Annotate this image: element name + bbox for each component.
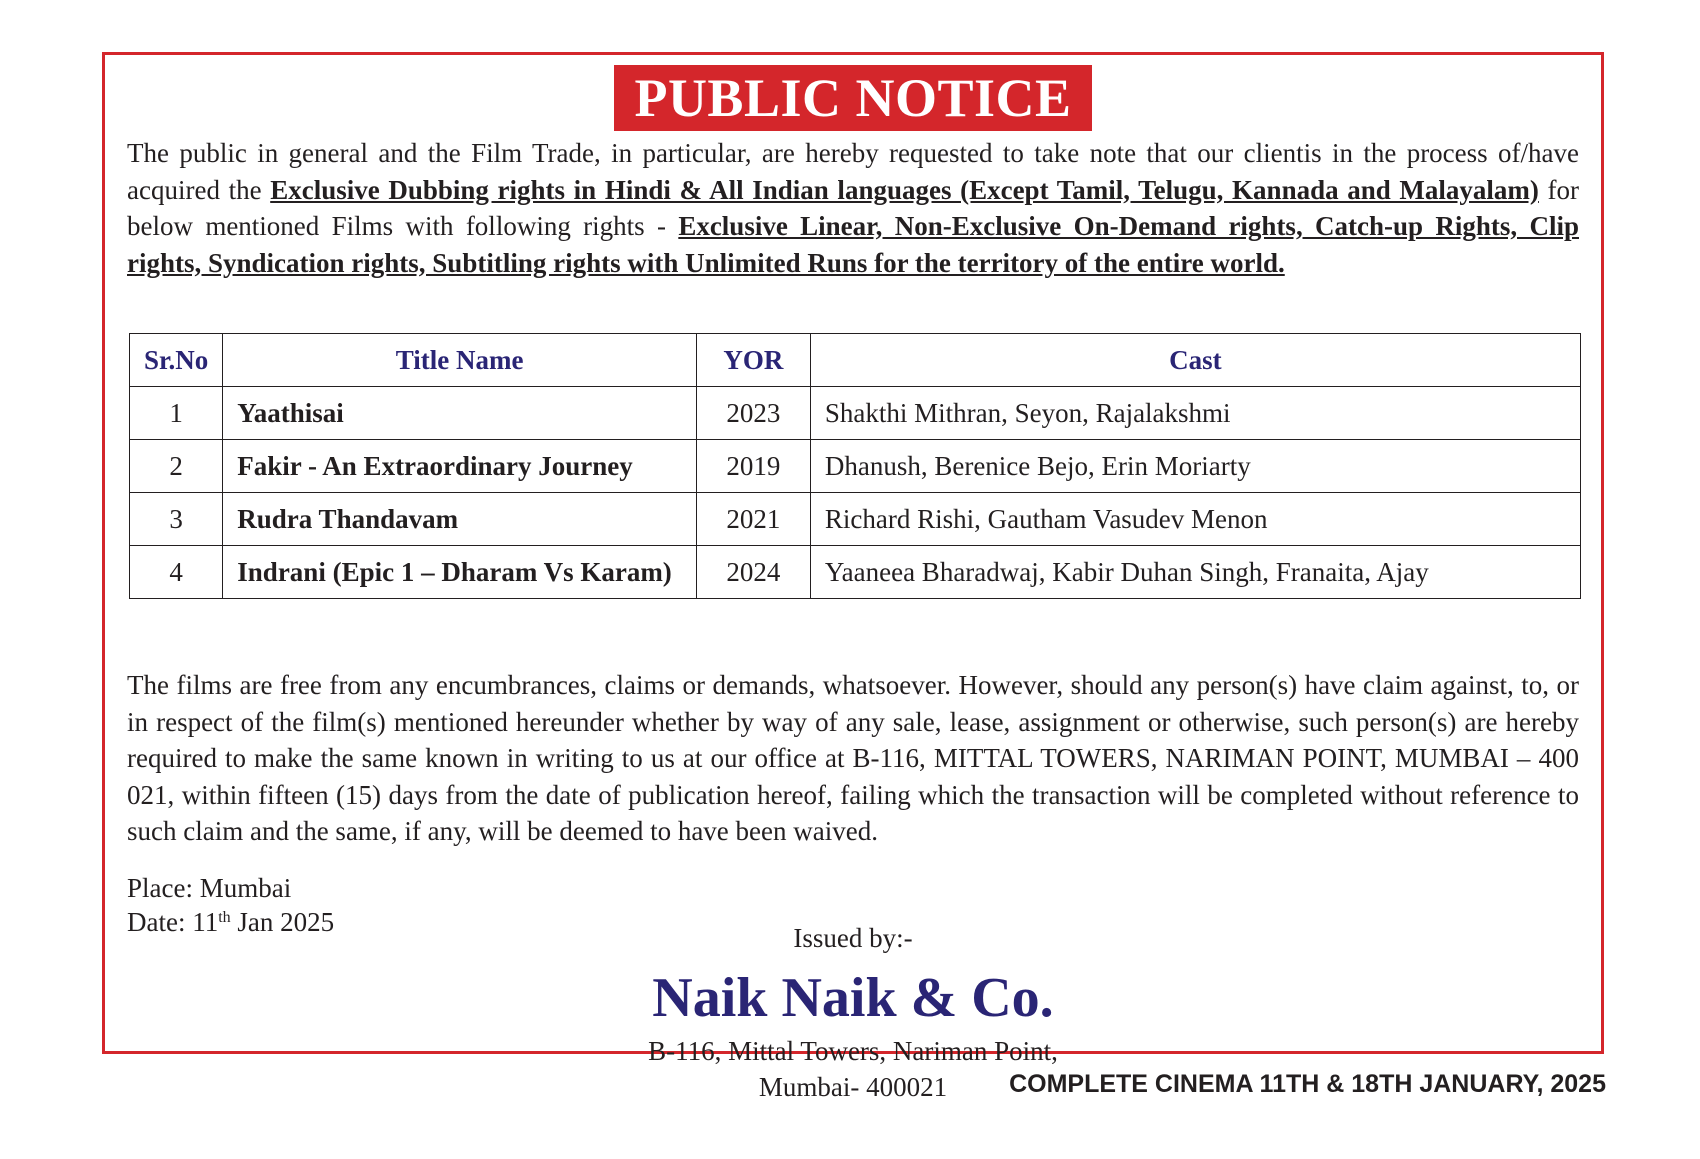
date-prefix: Date: 11 xyxy=(127,907,219,937)
place-line: Place: Mumbai xyxy=(127,873,292,903)
header-yor: YOR xyxy=(696,334,810,387)
cell-yor: 2023 xyxy=(696,387,810,440)
table-header-row xyxy=(130,334,1581,387)
intro-bold-territory: Exclusive Linear, Non-Exclusive On-Demand rights, Catch-up Rights, Clip rights, Syndication rights, Subtitling rights with Unlimited Runs for the territory of the entire world. xyxy=(127,211,1579,278)
cell-sr-no: 2 xyxy=(130,440,223,493)
cell-title: Fakir - An Extraordinary Journey xyxy=(223,440,697,493)
cell-yor: 2021 xyxy=(696,493,810,546)
header-cast: Cast xyxy=(810,334,1580,387)
cell-sr-no: 3 xyxy=(130,493,223,546)
issued-by-label: Issued by:- xyxy=(793,923,913,953)
header-title-name: Title Name xyxy=(223,334,697,387)
films-table xyxy=(129,333,1581,599)
cell-cast: Dhanush, Berenice Bejo, Erin Moriarty xyxy=(810,440,1580,493)
closing-paragraph: The films are free from any encumbrances, claims or demands, whatsoever. However, should any person(s) have claim against, to, or in respect of the film(s) mentioned hereunder whether by way of any sale, lease, assignment or otherwise, such person(s) are hereby required to make the same known in writing to us at our office at B-116, MITTAL TOWERS, NARIMAN POINT, MUMBAI – 400 021, within fifteen (15) days from the date of publication hereof, failing which the transaction will be completed without reference to such claim and the same, if any, will be deemed to have been waived. xyxy=(127,670,1579,846)
cell-sr-no: 4 xyxy=(130,546,223,599)
table-row xyxy=(130,387,1581,440)
intro-text-2: for below mentioned Films with following rights - xyxy=(127,174,1579,241)
intro-paragraph xyxy=(127,135,1579,281)
address-line-1: B-116, Mittal Towers, Nariman Point, xyxy=(648,1036,1058,1066)
publication-footer: COMPLETE CINEMA 11TH & 18TH JANUARY, 2025 xyxy=(1009,1070,1606,1098)
address-line-2: Mumbai- 400021 xyxy=(758,1072,948,1102)
table-row xyxy=(130,440,1581,493)
table-row xyxy=(130,493,1581,546)
cell-title: Yaathisai xyxy=(223,387,697,440)
title-wrap xyxy=(105,65,1601,131)
cell-yor: 2019 xyxy=(696,440,810,493)
cell-title: Indrani (Epic 1 – Dharam Vs Karam) xyxy=(223,546,697,599)
notice-title: PUBLIC NOTICE xyxy=(614,65,1091,131)
cell-cast: Shakthi Mithran, Seyon, Rajalakshmi xyxy=(810,387,1580,440)
date-superscript: th xyxy=(218,909,231,926)
cell-title: Rudra Thandavam xyxy=(223,493,697,546)
intro-bold-rights: Exclusive Dubbing rights in Hindi & All Indian languages (Except Tamil, Telugu, Kannada and Malayalam) xyxy=(270,174,1539,205)
cell-sr-no: 1 xyxy=(130,387,223,440)
header-sr-no: Sr.No xyxy=(130,334,223,387)
intro-text-1: The public in general and the Film Trade, in particular, are hereby requested to take note that our clientis in the process of/have acquired the xyxy=(127,138,1579,205)
cell-yor: 2024 xyxy=(696,546,810,599)
table-row xyxy=(130,546,1581,599)
cell-cast: Richard Rishi, Gautham Vasudev Menon xyxy=(810,493,1580,546)
cell-cast: Yaaneea Bharadwaj, Kabir Duhan Singh, Franaita, Ajay xyxy=(810,546,1580,599)
date-suffix: Jan 2025 xyxy=(230,907,335,937)
issuer-name: Naik Naik & Co. xyxy=(652,967,1054,1029)
